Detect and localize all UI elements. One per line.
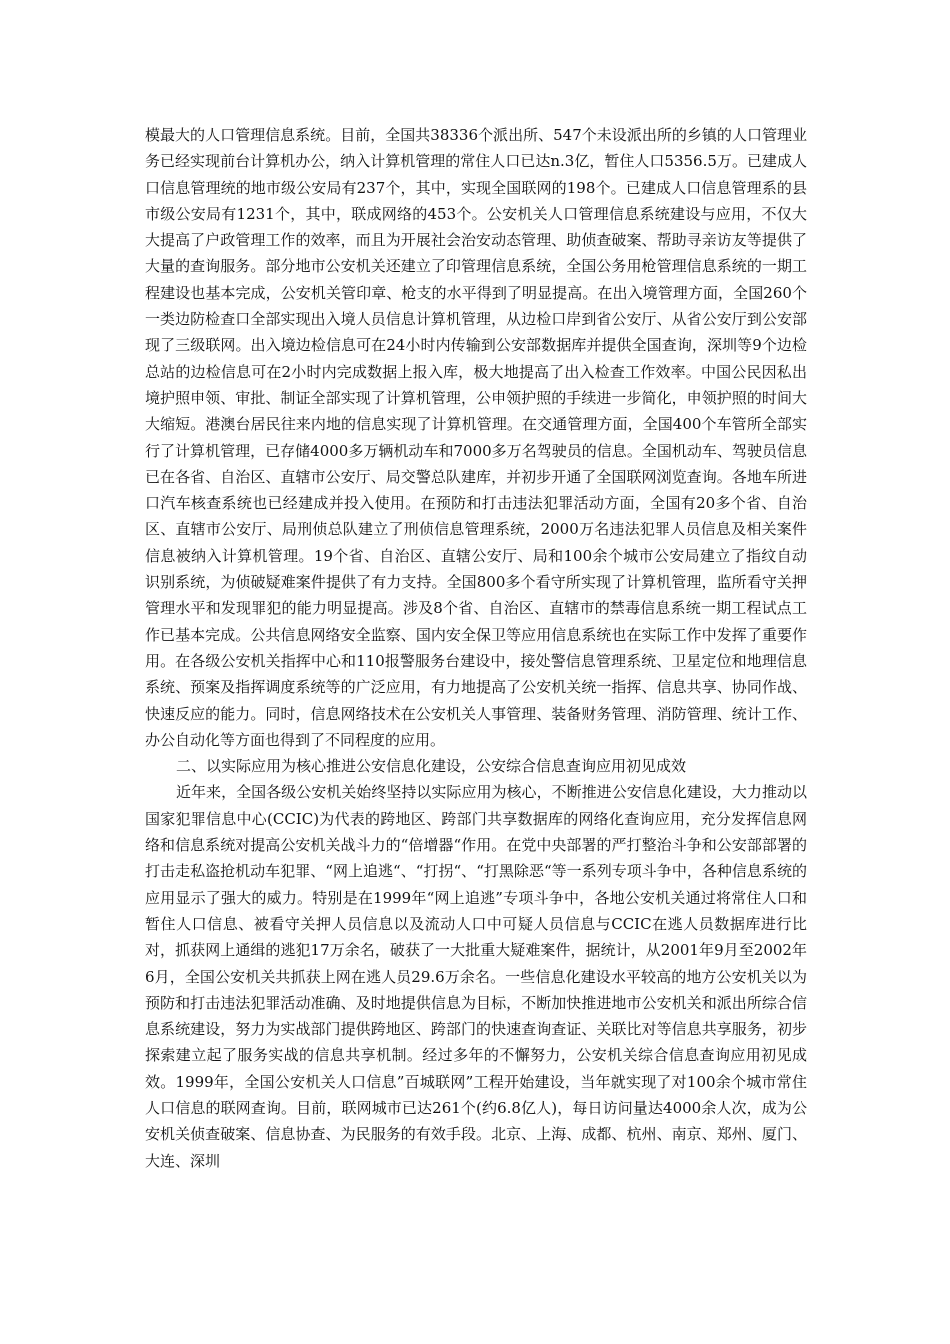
document-body [145, 122, 807, 1174]
body-paragraph-integrated-query: 近年来，全国各级公安机关始终坚持以实际应用为核心，不断推进公安信息化建设，大力推动以国家犯罪信息中心(CCIC)为代表的跨地区、跨部门共享数据库的网络化查询应用，充分发挥信息网络和信息系统对提高公安机关战斗力的“倍增器“作用。在党中央部署的严打整治斗争和公安部部署的打击走私盗抢机动车犯罪、“网上追逃“、“打拐“、“打黑除恶“等一系列专项斗争中，各种信息系统的应用显示了强大的威力。特别是在1999年“网上追逃”专项斗争中，各地公安机关通过将常住人口和暂住人口信息、被看守关押人员信息以及流动人口中可疑人员信息与CCIC在逃人员数据库进行比对，抓获网上通缉的逃犯17万余名，破获了一大批重大疑难案件，据统计，从2001年9月至2002年6月，全国公安机关共抓获上网在逃人员29.6万余名。一些信息化建设水平较高的地方公安机关以为预防和打击违法犯罪活动准确、及时地提供信息为目标，不断加快推进地市公安机关和派出所综合信息系统建设，努力为实战部门提供跨地区、跨部门的快速查询查证、关联比对等信息共享服务，初步探索建立起了服务实战的信息共享机制。经过多年的不懈努力，公安机关综合信息查询应用初见成效。1999年，全国公安机关人口信息”百城联网”工程开始建设，当年就实现了对100余个城市常住人口信息的联网查询。目前，联网城市已达261个(约6.8亿人)，每日访问量达4000余人次，成为公安机关侦查破案、信息协查、为民服务的有效手段。北京、上海、成都、杭州、南京、郑州、厦门、大连、深圳 [145, 783, 807, 1170]
section-heading-2: 二、以实际应用为核心推进公安信息化建设，公安综合信息查询应用初见成效 [176, 757, 687, 776]
body-paragraph-population-systems: 模最大的人口管理信息系统。目前，全国共38336个派出所、547个未设派出所的乡镇的人口管理业务已经实现前台计算机办公，纳入计算机管理的常住人口已达n.3亿，暂住人口5356.5万。已建成人口信息管理统的地市级公安局有237个，其中，实现全国联网的198个。已建成人口信息管理系的县市级公安局有1231个，其中，联成网络的453个。公安机关人口管理信息系统建设与应用，不仅大大提高了户政管理工作的效率，而且为开展社会治安动态管理、助侦查破案、帮助寻亲访友等提供了大量的查询服务。部分地市公安机关还建立了印管理信息系统，全国公务用枪管理信息系统的一期工程建设也基本完成，公安机关管印章、枪支的水平得到了明显提高。在出入境管理方面，全国260个一类边防检查口全部实现出入境人员信息计算机管理，从边检口岸到省公安厅、从省公安厅到公安部现了三级联网。出入境边检信息可在24小时内传输到公安部数据库并提供全国查询，深圳等9个边检总站的边检信息可在2小时内完成数据上报入库，极大地提高了出入检查工作效率。中国公民因私出境护照申领、审批、制证全部实现了计算机管理，公申领护照的手续进一步简化，申领护照的时间大大缩短。港澳台居民往来内地的信息实现了计算机管理。在交通管理方面，全国400个车管所全部实行了计算机管理，已存储4000多万辆机动车和7000多万名驾驶员的信息。全国机动车、驾驶员信息已在各省、自治区、直辖市公安厅、局交警总队建库，并初步开通了全国联网浏览查询。各地车所进口汽车核查系统也已经建成并投入使用。在预防和打击违法犯罪活动方面，全国有20多个省、自治区、直辖市公安厅、局刑侦总队建立了刑侦信息管理系统，2000万名违法犯罪人员信息及相关案件信息被纳入计算机管理。19个省、自治区、直辖公安厅、局和100余个城市公安局建立了指纹自动识别系统，为侦破疑难案件提供了有力支持。全国800多个看守所实现了计算机管理，监所看守关押管理水平和发现罪犯的能力明显提高。涉及8个省、自治区、直辖市的禁毒信息系统一期工程试点工作已基本完成。公共信息网络安全监察、国内安全保卫等应用信息系统也在实际工作中发挥了重要作用。在各级公安机关指挥中心和110报警服务台建设中，接处警信息管理系统、卫星定位和地理信息系统、预案及指挥调度系统等的广泛应用，有力地提高了公安机关统一指挥、信息共享、协同作战、快速反应的能力。同时，信息网络技术在公安机关人事管理、装备财务管理、消防管理、统计工作、办公自动化等方面也得到了不同程度的应用。 [145, 126, 807, 749]
